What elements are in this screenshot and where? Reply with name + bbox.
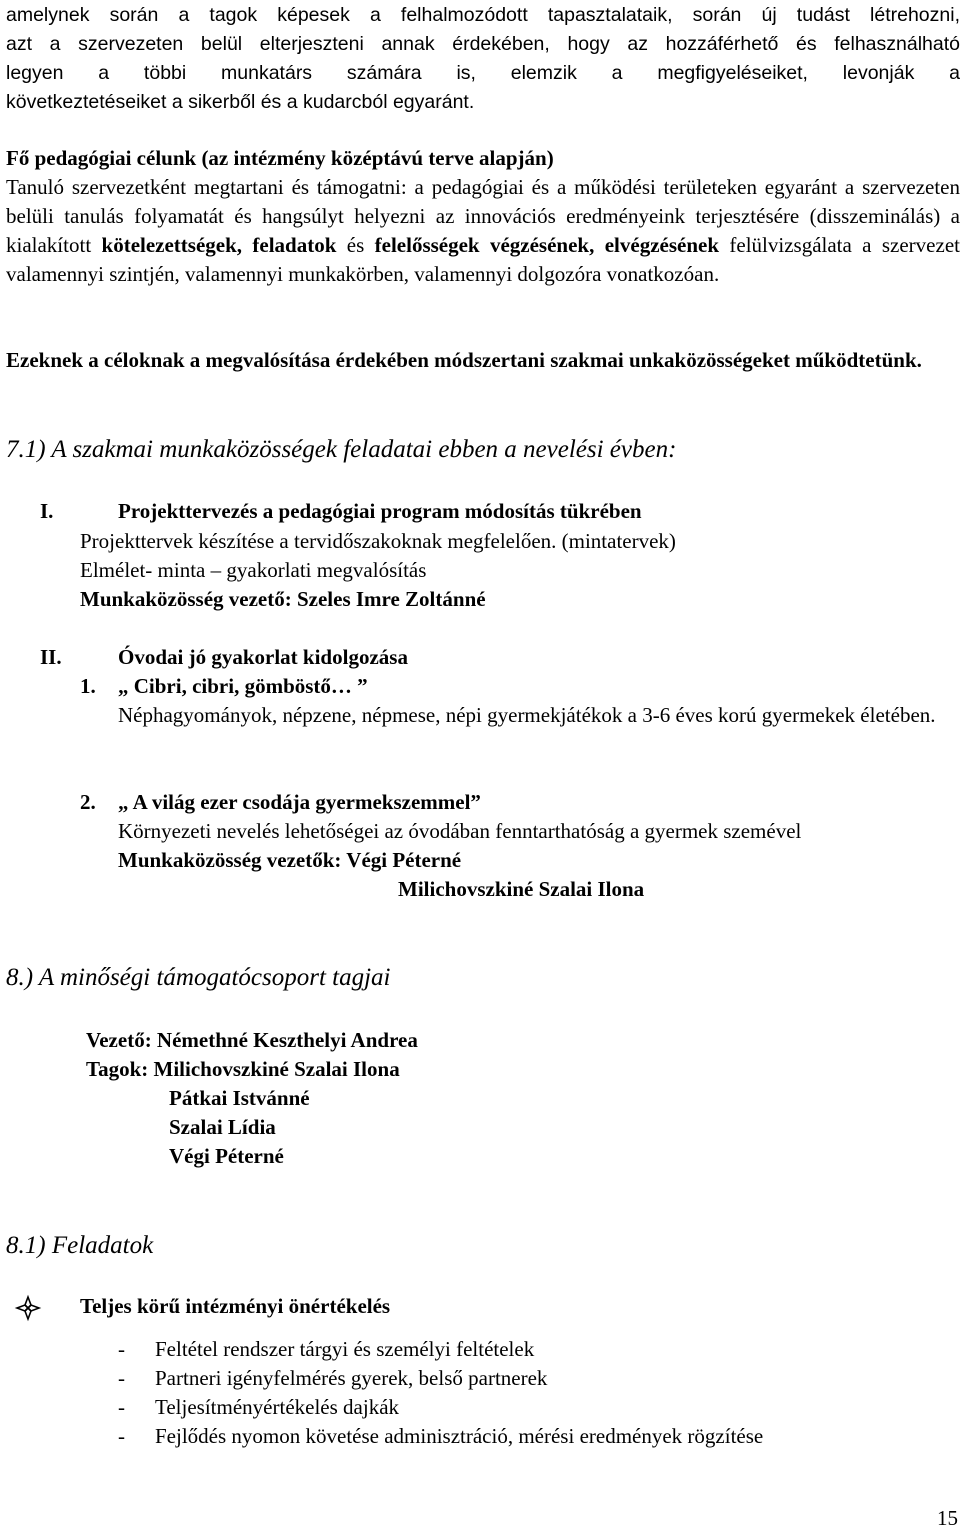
dash: - <box>118 1424 125 1448</box>
main-goal-paragraph <box>6 173 960 289</box>
task-list-item: Teljesítményértékelés dajkák <box>155 1395 400 1419</box>
intro-line-1: amelynek során a tagok képesek a felhalmozódott tapasztalataik, során új tudást létrehozni, <box>6 4 960 26</box>
intro-line-3: legyen a többi munkatárs számára is, elemzik a megfigyeléseiket, levonják a <box>6 62 960 84</box>
task-list-item: Feltétel rendszer tárgyi és személyi feltételek <box>155 1337 535 1361</box>
item-1-roman: I. <box>40 499 54 523</box>
dash: - <box>118 1366 125 1390</box>
sub-2-number: 2. <box>80 790 96 814</box>
section-8-member: Szalai Lídia <box>169 1115 276 1139</box>
bullet-title: Teljes körű intézményi önértékelés <box>80 1294 391 1318</box>
item-2-title: Óvodai jó gyakorlat kidolgozása <box>118 645 408 669</box>
main-goal-bold-b: felelősségek végzésének, elvégzésének <box>374 233 720 257</box>
sub-1-number: 1. <box>80 674 96 698</box>
item-1-line-2: Elmélet- minta – gyakorlati megvalósítás <box>80 558 427 582</box>
task-list-item: Partneri igényfelmérés gyerek, belső partnerek <box>155 1366 548 1390</box>
item-2-leaders: Munkaközösség vezetők: Végi Péterné <box>118 848 462 872</box>
sub-1-description: Néphagyományok, népzene, népmese, népi gyermekjátékok a 3-6 éves korú gyermekek életében. <box>118 703 936 727</box>
section-8-member: Végi Péterné <box>169 1144 284 1168</box>
item-2-leader-second: Milichovszkiné Szalai Ilona <box>398 877 645 901</box>
intro-line-4: következtetéseiket a sikerből és a kudarcból egyaránt. <box>6 91 475 113</box>
page-number: 15 <box>937 1506 958 1530</box>
intro-line-2: azt a szervezeten belül elterjeszteni annak érdekében, hogy az hozzáférhető és felhasználható <box>6 33 960 55</box>
sub-2-description: Környezeti nevelés lehetőségei az óvodában fenntarthatóság a gyermek szemével <box>118 819 802 843</box>
section-8-member: Pátkai Istvánné <box>169 1086 310 1110</box>
main-goal-bold-a: kötelezettségek, feladatok <box>101 233 337 257</box>
diamond-bullet-icon <box>14 1294 42 1322</box>
section-8-title: 8.) A minőségi támogatócsoport tagjai <box>6 964 391 991</box>
task-list-item: Fejlődés nyomon követése adminisztráció, mérési eredmények rögzítése <box>155 1424 764 1448</box>
item-1-title: Projekttervezés a pedagógiai program módosítás tükrében <box>118 499 642 523</box>
item-1-leader: Munkaközösség vezető: Szeles Imre Zoltánné <box>80 587 486 611</box>
main-goal-text-c: felülvizsgálata a szervezet valamennyi szintjén, valamennyi munkakörben, valamennyi dolgozóra vonatkozóan. <box>6 233 960 286</box>
section-8-1-title: 8.1) Feladatok <box>6 1232 154 1259</box>
dash: - <box>118 1337 125 1361</box>
item-2-roman: II. <box>40 645 62 669</box>
section-7-1-title: 7.1) A szakmai munkaközösségek feladatai ebben a nevelési évben: <box>6 436 677 463</box>
section-8-leader: Vezető: Némethné Keszthelyi Andrea <box>86 1028 418 1052</box>
main-goal-text-a: Tanuló szervezetként megtartani és támogatni: a pedagógiai és a működési területeken egyaránt a szervezeten belüli tanulás folyamatát és hangsúlyt helyezni az innovációs eredményeink terjesztésére (disszeminálás) a kialakított <box>6 175 960 257</box>
dash: - <box>118 1395 125 1419</box>
goals-statement: Ezeknek a céloknak a megvalósítása érdekében módszertani szakmai unkaközösségeket működtetünk. <box>6 348 922 372</box>
sub-1-title: „ Cibri, cibri, gömböstő… ” <box>118 674 368 698</box>
section-8-members-label: Tagok: Milichovszkiné Szalai Ilona <box>86 1057 400 1081</box>
main-goal-heading: Fő pedagógiai célunk (az intézmény középtávú terve alapján) <box>6 146 554 170</box>
sub-2-title: „ A világ ezer csodája gyermekszemmel” <box>118 790 481 814</box>
item-1-line-1: Projekttervek készítése a tervidőszakoknak megfelelően. (mintatervek) <box>80 529 676 553</box>
main-goal-text-b: és <box>336 233 375 257</box>
